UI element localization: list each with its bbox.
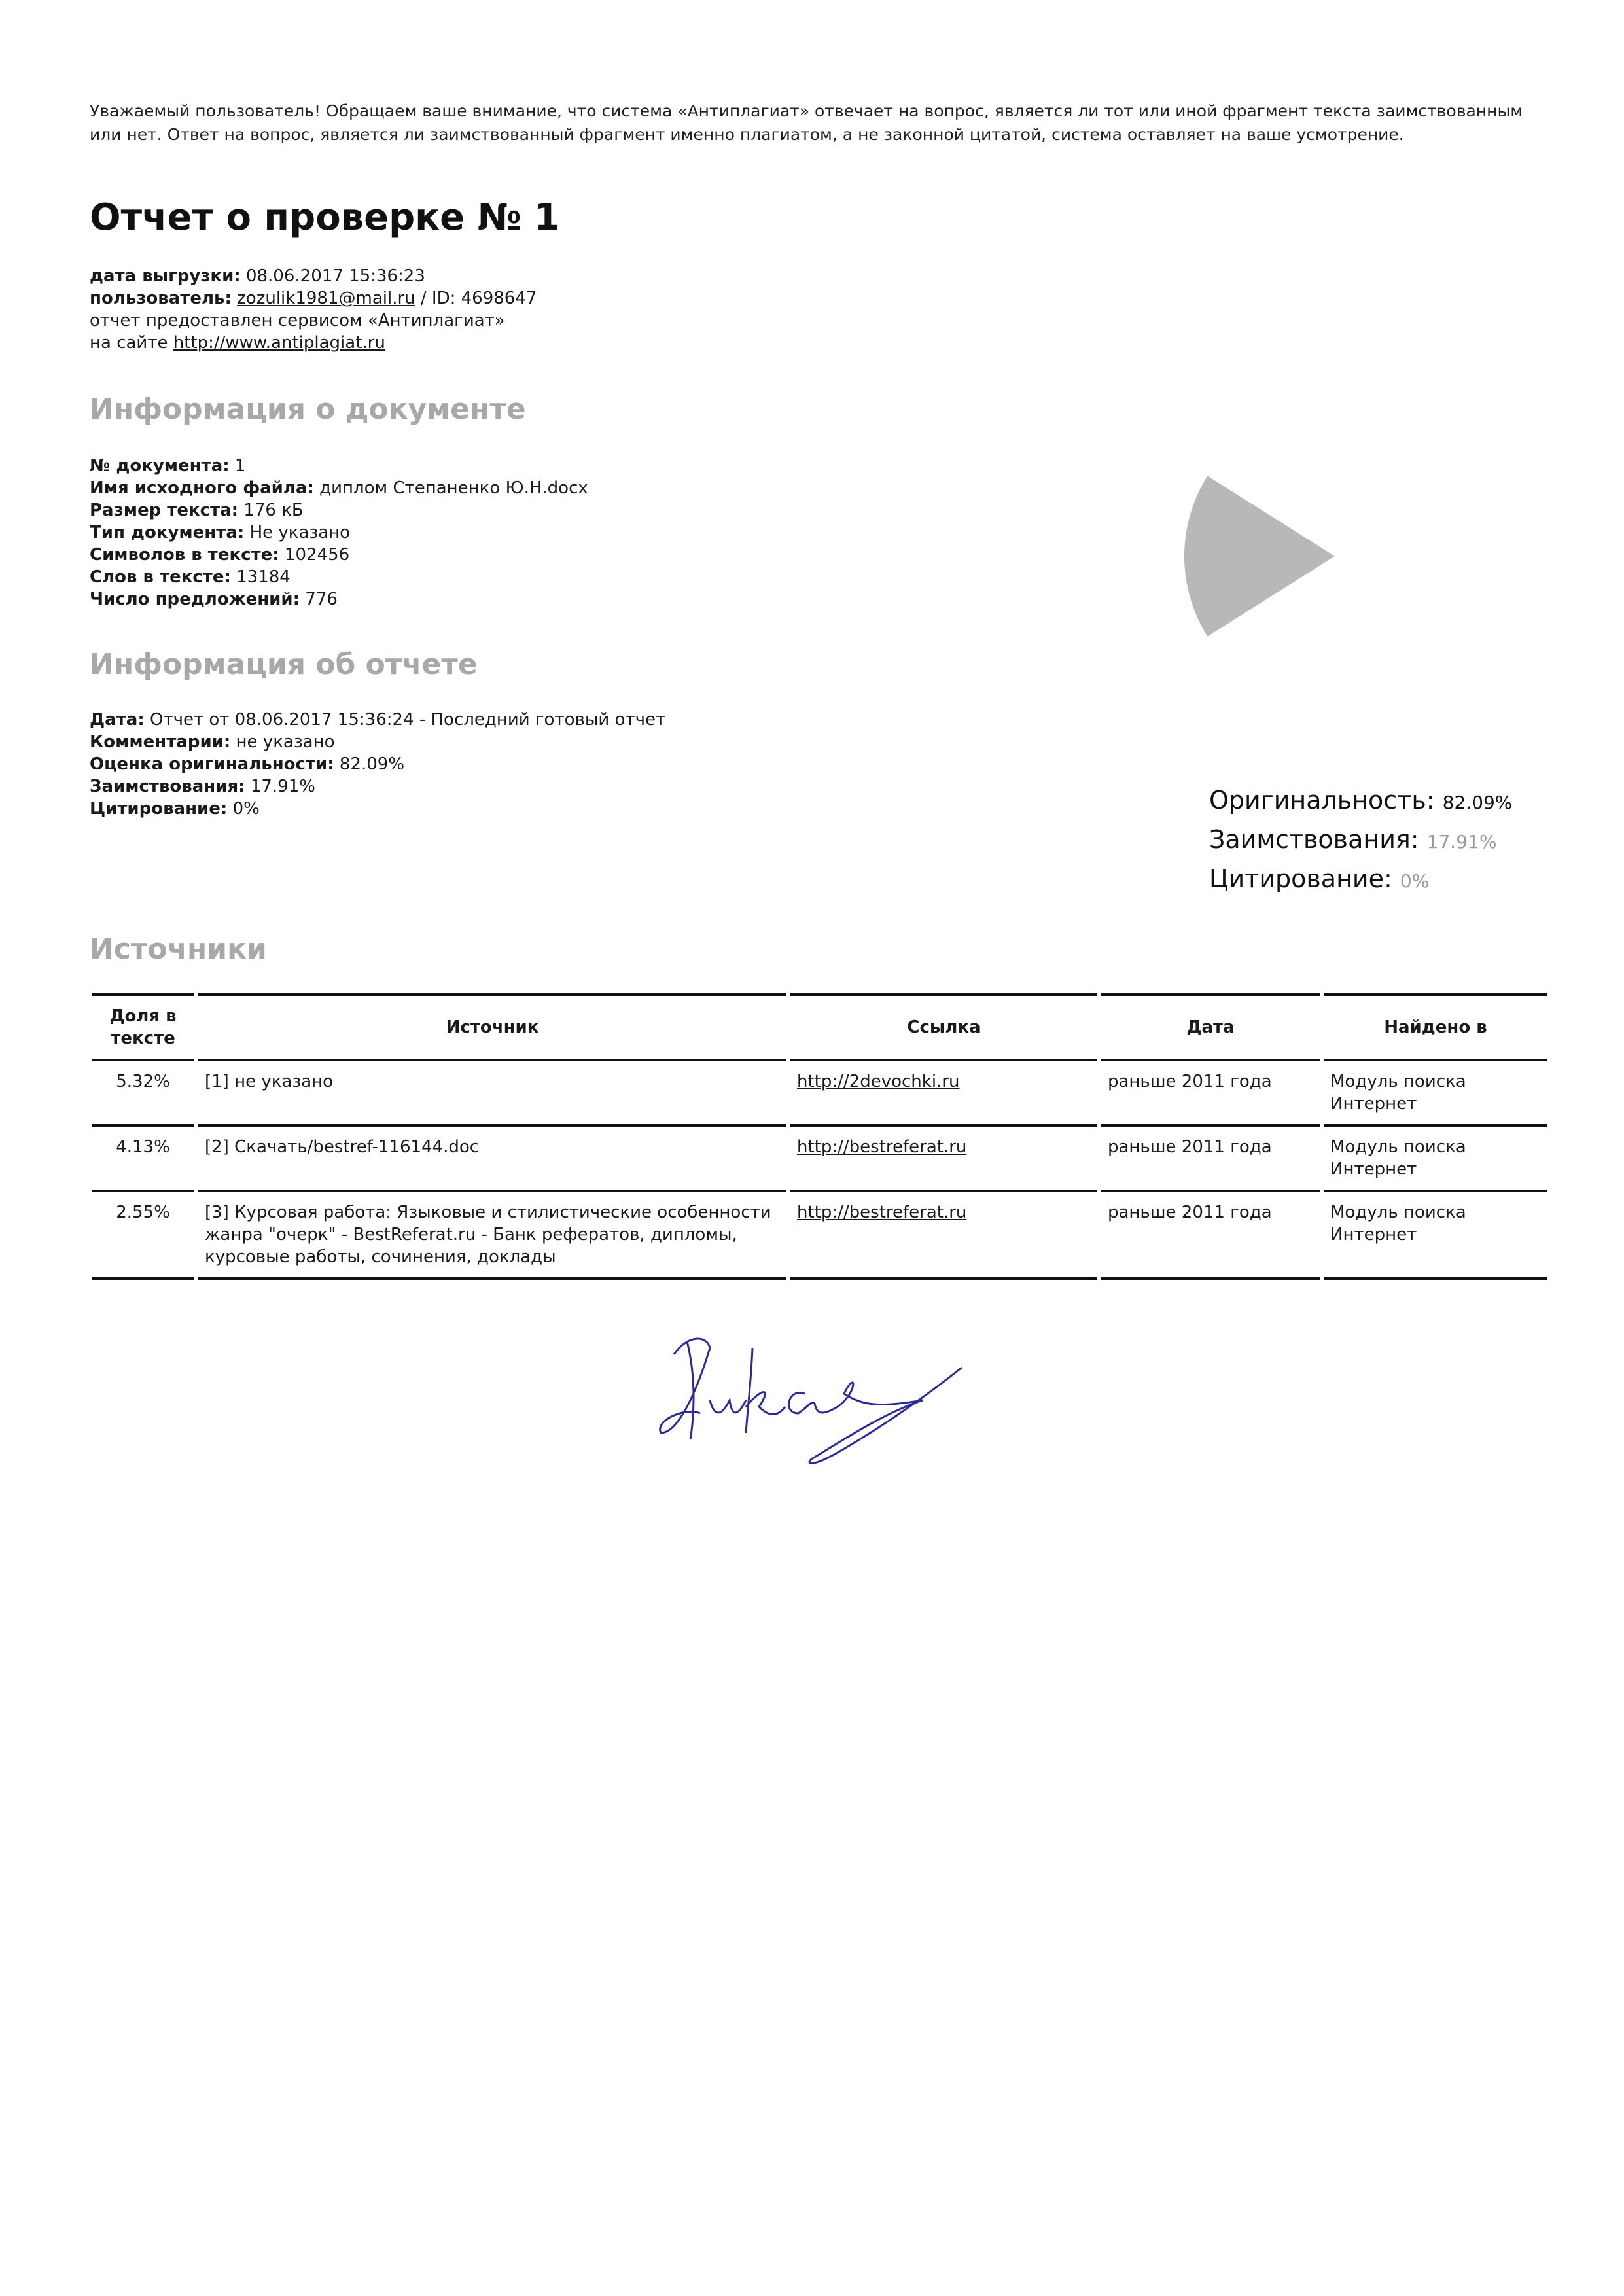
field-label: Комментарии: bbox=[90, 732, 231, 752]
source-found-in: Модуль поиска Интернет bbox=[1322, 1191, 1547, 1279]
field-value: Отчет от 08.06.2017 15:36:24 - Последний готовый отчет bbox=[149, 710, 666, 730]
originality-label: Оригинальность: bbox=[1209, 786, 1435, 815]
export-value: 08.06.2017 15:36:23 bbox=[245, 266, 425, 286]
field-value: 82.09% bbox=[339, 754, 405, 774]
report-info-fields bbox=[90, 709, 665, 820]
col-date: Дата bbox=[1099, 995, 1322, 1060]
field-value: 13184 bbox=[236, 567, 291, 587]
col-link: Ссылка bbox=[788, 995, 1099, 1060]
source-share: 4.13% bbox=[92, 1125, 196, 1191]
col-source: Источник bbox=[196, 995, 788, 1060]
field-label: Слов в тексте: bbox=[90, 567, 231, 587]
field-row bbox=[90, 588, 588, 610]
source-share: 2.55% bbox=[92, 1191, 196, 1279]
borrowing-label: Заимствования: bbox=[1209, 825, 1419, 854]
field-label: Цитирование: bbox=[90, 799, 228, 819]
user-id: / ID: 4698647 bbox=[420, 289, 537, 308]
field-value: 17.91% bbox=[250, 777, 315, 796]
source-row bbox=[92, 1125, 1547, 1191]
signature-stroke bbox=[660, 1339, 962, 1464]
citation-label: Цитирование: bbox=[1209, 864, 1392, 893]
source-date: раньше 2011 года bbox=[1099, 1060, 1322, 1125]
user-email-link[interactable]: zozulik1981@mail.ru bbox=[237, 289, 415, 308]
provided-text: отчет предоставлен сервисом «Антиплагиат» bbox=[90, 311, 505, 330]
field-value: 776 bbox=[305, 590, 338, 609]
borrowing-pie-wedge bbox=[1145, 425, 1407, 700]
field-label: Символов в тексте: bbox=[90, 545, 279, 565]
field-row bbox=[90, 775, 665, 798]
source-row bbox=[92, 1191, 1547, 1279]
col-share: Доля в тексте bbox=[92, 995, 196, 1060]
field-value: диплом Степаненко Ю.Н.docx bbox=[319, 478, 588, 498]
signature bbox=[648, 1322, 975, 1479]
source-share: 5.32% bbox=[92, 1060, 196, 1125]
report-meta bbox=[90, 265, 537, 354]
page-title: Отчет о проверке № 1 bbox=[90, 196, 560, 239]
field-label: № документа: bbox=[90, 456, 230, 476]
export-label: дата выгрузки: bbox=[90, 266, 241, 286]
doc-info-heading: Информация о документе bbox=[90, 393, 526, 426]
source-found-in: Модуль поиска Интернет bbox=[1322, 1060, 1547, 1125]
doc-info-fields bbox=[90, 455, 588, 610]
source-date: раньше 2011 года bbox=[1099, 1125, 1322, 1191]
source-row bbox=[92, 1060, 1547, 1125]
field-label: Тип документа: bbox=[90, 523, 245, 542]
field-row bbox=[90, 544, 588, 566]
notice-text: Уважаемый пользователь! Обращаем ваше внимание, что система «Антиплагиат» отвечает на вопрос, является ли тот или иной фрагмент текста заимствованным или нет. Ответ на вопрос, является ли заимствованный фрагмент именно плагиатом, а не законной цитатой, система оставляет на ваше усмотрение. bbox=[90, 101, 1523, 144]
field-label: Оценка оригинальности: bbox=[90, 754, 334, 774]
field-label: Число предложений: bbox=[90, 590, 300, 609]
col-found: Найдено в bbox=[1322, 995, 1547, 1060]
sources-table bbox=[92, 993, 1547, 1280]
pie-slice-borrowing bbox=[1184, 476, 1335, 636]
source-date: раньше 2011 года bbox=[1099, 1191, 1322, 1279]
field-value: Не указано bbox=[249, 523, 351, 542]
source-link[interactable]: http://2devochki.ru bbox=[797, 1072, 960, 1091]
field-row bbox=[90, 709, 665, 731]
report-info-heading: Информация об отчете bbox=[90, 648, 478, 681]
site-prefix: на сайте bbox=[90, 333, 168, 353]
field-value: 102456 bbox=[284, 545, 350, 565]
field-label: Имя исходного файла: bbox=[90, 478, 314, 498]
field-row bbox=[90, 753, 665, 775]
field-label: Заимствования: bbox=[90, 777, 245, 796]
source-found-in: Модуль поиска Интернет bbox=[1322, 1125, 1547, 1191]
borrowing-value: 17.91% bbox=[1426, 831, 1497, 853]
field-row bbox=[90, 566, 588, 588]
field-row bbox=[90, 455, 588, 477]
source-link[interactable]: http://bestreferat.ru bbox=[797, 1203, 967, 1222]
source-title: [3] Курсовая работа: Языковые и стилистические особенности жанра "очерк" - BestReferat.ru - Банк рефератов, дипломы, курсовые работы, сочинения, доклады bbox=[196, 1191, 788, 1279]
sources-heading: Источники bbox=[90, 932, 267, 966]
source-link[interactable]: http://bestreferat.ru bbox=[797, 1137, 967, 1157]
field-row bbox=[90, 499, 588, 521]
field-value: не указано bbox=[236, 732, 335, 752]
field-value: 1 bbox=[234, 456, 246, 476]
citation-value: 0% bbox=[1400, 870, 1430, 892]
summary-panel bbox=[1209, 782, 1512, 900]
site-link[interactable]: http://www.antiplagiat.ru bbox=[173, 333, 385, 353]
field-row bbox=[90, 798, 665, 820]
field-label: Размер текста: bbox=[90, 501, 239, 520]
originality-value: 82.09% bbox=[1442, 792, 1513, 813]
field-value: 0% bbox=[232, 799, 260, 819]
user-label: пользователь: bbox=[90, 289, 232, 308]
field-row bbox=[90, 521, 588, 544]
source-title: [2] Скачать/bestref-116144.doc bbox=[196, 1125, 788, 1191]
field-value: 176 кБ bbox=[243, 501, 304, 520]
source-title: [1] не указано bbox=[196, 1060, 788, 1125]
field-label: Дата: bbox=[90, 710, 145, 730]
field-row bbox=[90, 477, 588, 499]
field-row bbox=[90, 731, 665, 753]
